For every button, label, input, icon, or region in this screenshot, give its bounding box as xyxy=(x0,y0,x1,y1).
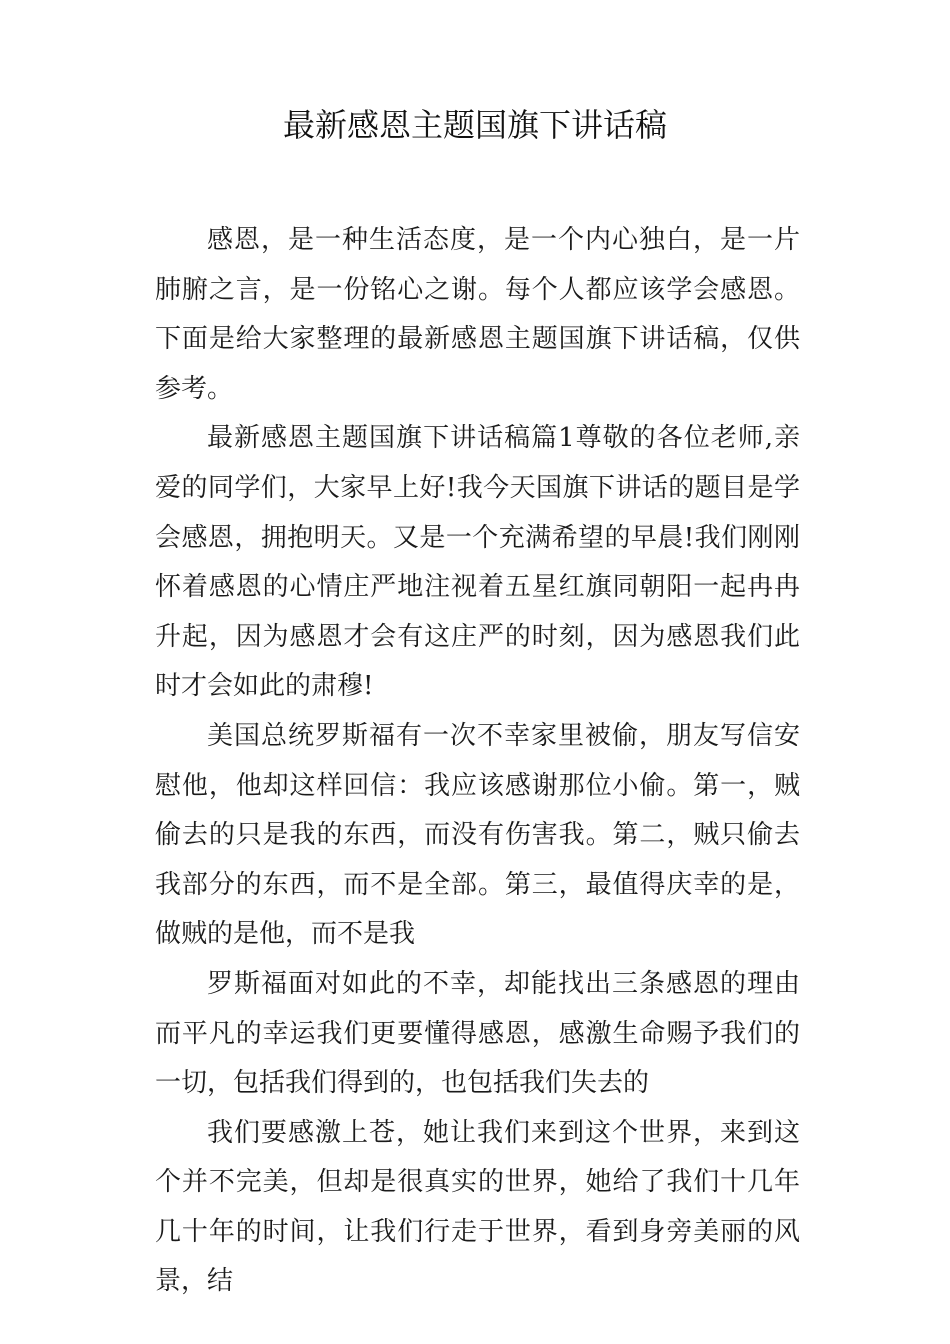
document-body xyxy=(155,216,800,1307)
paragraph: 最新感恩主题国旗下讲话稿篇1尊敬的各位老师,亲爱的同学们，大家早上好!我今天国旗下讲话的题目是学会感恩，拥抱明天。又是一个充满希望的早晨!我们刚刚怀着感恩的心情庄严地注视着五星红旗同朝阳一起冉冉升起，因为感恩才会有这庄严的时刻，因为感恩我们此时才会如此的肃穆! xyxy=(155,423,800,702)
paragraph: 感恩，是一种生活态度，是一个内心独白，是一片肺腑之言，是一份铭心之谢。每个人都应该学会感恩。下面是给大家整理的最新感恩主题国旗下讲话稿，仅供参考。 xyxy=(155,225,800,404)
paragraph: 罗斯福面对如此的不幸，却能找出三条感恩的理由而平凡的幸运我们更要懂得感恩，感激生命赐予我们的一切，包括我们得到的，也包括我们失去的 xyxy=(155,968,800,1099)
paragraph: 我们要感激上苍，她让我们来到这个世界，来到这个并不完美，但却是很真实的世界，她给了我们十几年几十年的时间，让我们行走于世界，看到身旁美丽的风景，结 xyxy=(155,1117,800,1297)
document-title: 最新感恩主题国旗下讲话稿 xyxy=(282,106,667,144)
paragraph: 美国总统罗斯福有一次不幸家里被偷，朋友写信安慰他，他却这样回信：我应该感谢那位小偷。第一，贼偷去的只是我的东西，而没有伤害我。第二，贼只偷去我部分的东西，而不是全部。第三，最值得庆幸的是，做贼的是他，而不是我 xyxy=(155,720,800,950)
